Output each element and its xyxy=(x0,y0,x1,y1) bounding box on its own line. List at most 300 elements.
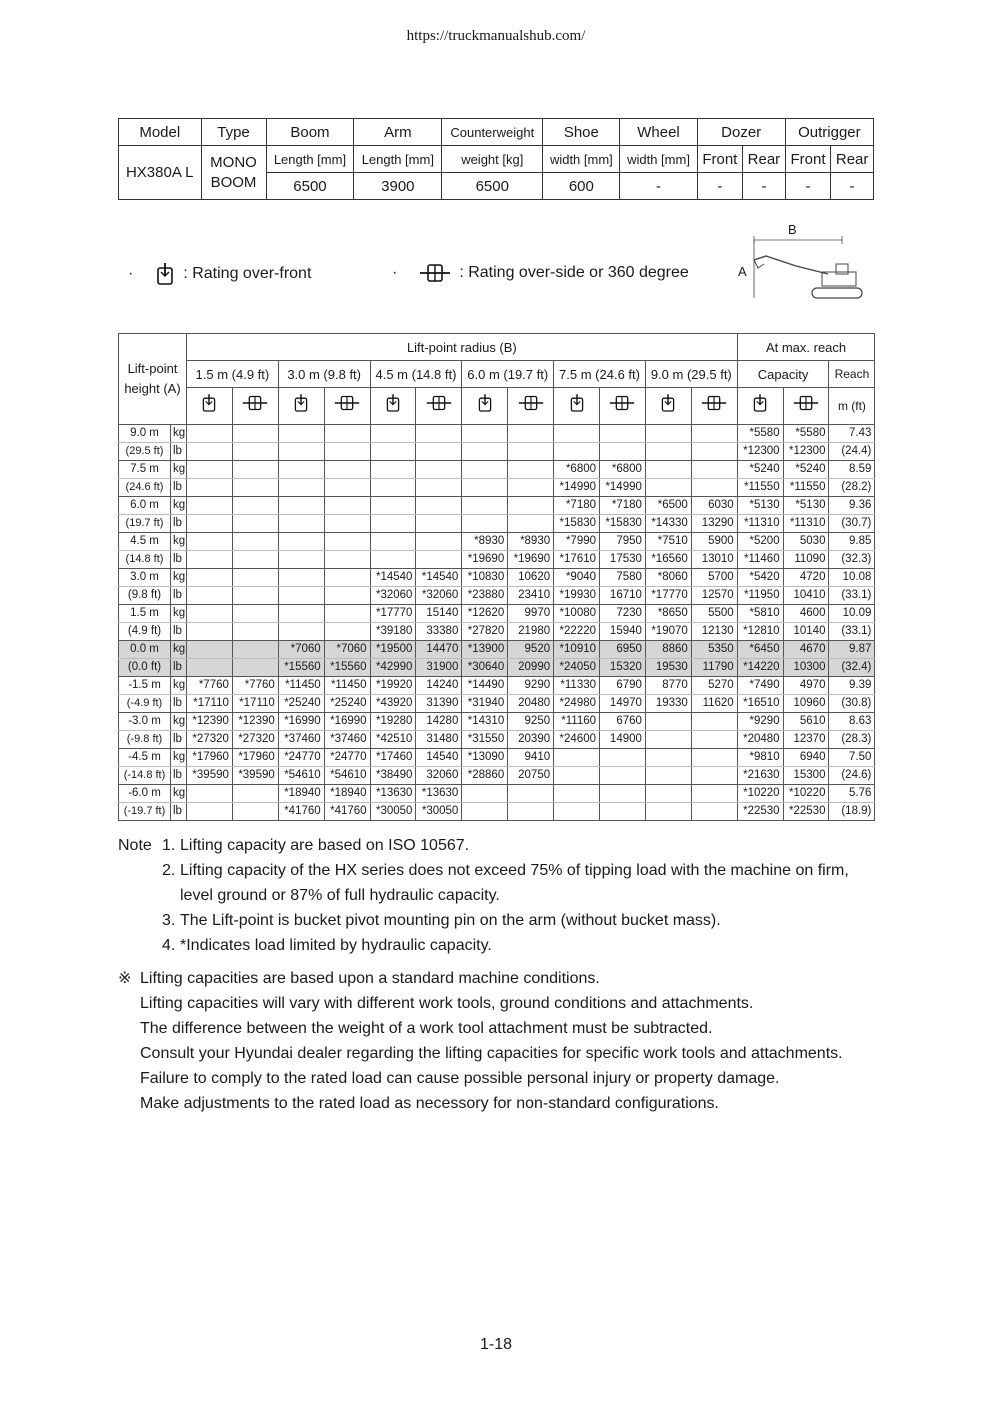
table-row xyxy=(119,425,875,443)
legend-bullet: · xyxy=(128,265,134,282)
capacity-cell xyxy=(278,623,324,641)
capacity-cell xyxy=(370,515,416,533)
caution-section xyxy=(118,966,876,1116)
capacity-cell xyxy=(232,551,278,569)
excavator-icon xyxy=(736,222,876,306)
capacity-cell: 9.85 xyxy=(829,533,875,551)
capacity-cell: 9410 xyxy=(508,749,554,767)
height-ft-cell: (9.8 ft) xyxy=(119,587,171,605)
capacity-cell xyxy=(691,749,737,767)
capacity-cell xyxy=(508,497,554,515)
capacity-cell: 15140 xyxy=(416,605,462,623)
capacity-cell xyxy=(187,443,233,461)
capacity-cell: 9520 xyxy=(508,641,554,659)
capacity-cell: 9.36 xyxy=(829,497,875,515)
capacity-cell xyxy=(187,587,233,605)
capacity-cell: 11620 xyxy=(691,695,737,713)
capacity-cell xyxy=(187,497,233,515)
capacity-cell: 20480 xyxy=(508,695,554,713)
capacity-cell: *38490 xyxy=(370,767,416,785)
unit-cell: kg xyxy=(171,713,187,731)
capacity-cell: *13090 xyxy=(462,749,508,767)
capacity-cell xyxy=(232,659,278,677)
capacity-cell xyxy=(508,461,554,479)
capacity-cell: 15940 xyxy=(600,623,646,641)
capacity-cell: 14900 xyxy=(600,731,646,749)
unit-cell: kg xyxy=(171,533,187,551)
radius-header: 3.0 m (9.8 ft) xyxy=(278,361,370,388)
capacity-cell: *14330 xyxy=(645,515,691,533)
spec-header-counterweight: Counterweight xyxy=(442,119,543,146)
page-number: 1-18 xyxy=(479,1336,513,1353)
unit-cell: lb xyxy=(171,767,187,785)
capacity-cell: 10960 xyxy=(783,695,829,713)
capacity-cell: *7760 xyxy=(232,677,278,695)
table-row xyxy=(119,659,875,677)
capacity-cell xyxy=(187,623,233,641)
capacity-cell: *14540 xyxy=(370,569,416,587)
capacity-cell xyxy=(462,803,508,821)
capacity-cell: *27820 xyxy=(462,623,508,641)
capacity-cell xyxy=(370,425,416,443)
capacity-cell xyxy=(232,623,278,641)
capacity-cell: 10.09 xyxy=(829,605,875,623)
capacity-cell: *39180 xyxy=(370,623,416,641)
capacity-cell xyxy=(645,767,691,785)
capacity-cell xyxy=(370,533,416,551)
reach-unit-cell xyxy=(829,388,875,425)
capacity-cell xyxy=(232,533,278,551)
capacity-cell: *10910 xyxy=(554,641,600,659)
capacity-cell: 15320 xyxy=(600,659,646,677)
unit-cell: kg xyxy=(171,425,187,443)
table-row xyxy=(119,497,875,515)
capacity-cell xyxy=(187,785,233,803)
capacity-cell: *5240 xyxy=(737,461,783,479)
table-row xyxy=(119,515,875,533)
capacity-cell: *14220 xyxy=(737,659,783,677)
unit-cell: kg xyxy=(171,461,187,479)
capacity-cell: *8930 xyxy=(462,533,508,551)
unit-cell: kg xyxy=(171,785,187,803)
capacity-cell xyxy=(462,479,508,497)
capacity-cell: *15830 xyxy=(554,515,600,533)
capacity-cell: *30050 xyxy=(416,803,462,821)
capacity-cell: *9290 xyxy=(737,713,783,731)
note-text: Lifting capacity are based on ISO 10567. xyxy=(180,837,470,854)
legend-bullet: · xyxy=(392,264,398,281)
capacity-cell xyxy=(232,479,278,497)
radius-header: 9.0 m (29.5 ft) xyxy=(645,361,737,388)
reach-header: Reach xyxy=(829,361,875,388)
capacity-cell: *11550 xyxy=(783,479,829,497)
spec-header-outrigger: Outrigger xyxy=(785,119,873,146)
capacity-cell: *17960 xyxy=(232,749,278,767)
capacity-cell: *25240 xyxy=(324,695,370,713)
capacity-cell: *12620 xyxy=(462,605,508,623)
capacity-cell: *8930 xyxy=(508,533,554,551)
over-side-icon xyxy=(691,388,737,425)
table-row xyxy=(119,785,875,803)
capacity-cell: 10140 xyxy=(783,623,829,641)
capacity-cell xyxy=(416,425,462,443)
capacity-cell: 10300 xyxy=(783,659,829,677)
unit-cell: kg xyxy=(171,677,187,695)
capacity-cell xyxy=(187,461,233,479)
capacity-cell: *6800 xyxy=(554,461,600,479)
capacity-cell: *5580 xyxy=(783,425,829,443)
capacity-cell xyxy=(187,659,233,677)
capacity-cell xyxy=(416,533,462,551)
table-row xyxy=(119,443,875,461)
capacity-cell: *12810 xyxy=(737,623,783,641)
notes-section xyxy=(118,833,878,958)
capacity-cell: *19280 xyxy=(370,713,416,731)
capacity-cell: 9250 xyxy=(508,713,554,731)
capacity-cell xyxy=(232,803,278,821)
capacity-cell xyxy=(416,479,462,497)
capacity-cell xyxy=(324,461,370,479)
capacity-cell: 5500 xyxy=(691,605,737,623)
height-ft-cell: (4.9 ft) xyxy=(119,623,171,641)
capacity-cell: *7760 xyxy=(187,677,233,695)
capacity-cell: *5130 xyxy=(783,497,829,515)
capacity-cell xyxy=(645,443,691,461)
unit-cell: lb xyxy=(171,443,187,461)
capacity-cell: *19690 xyxy=(508,551,554,569)
capacity-cell: *11950 xyxy=(737,587,783,605)
diagram-label-a: A xyxy=(738,264,747,279)
capacity-cell xyxy=(645,749,691,767)
capacity-cell: *11450 xyxy=(278,677,324,695)
capacity-cell: *37460 xyxy=(278,731,324,749)
table-row xyxy=(119,641,875,659)
spec-header-arm: Arm xyxy=(354,119,442,146)
capacity-cell: *14310 xyxy=(462,713,508,731)
table-row xyxy=(119,533,875,551)
capacity-cell: *13630 xyxy=(416,785,462,803)
capacity-cell xyxy=(554,803,600,821)
capacity-cell xyxy=(187,515,233,533)
capacity-cell xyxy=(645,425,691,443)
unit-cell: kg xyxy=(171,605,187,623)
capacity-cell: 14280 xyxy=(416,713,462,731)
capacity-cell: 15300 xyxy=(783,767,829,785)
capacity-cell: *8060 xyxy=(645,569,691,587)
capacity-cell: *11160 xyxy=(554,713,600,731)
capacity-cell: *17610 xyxy=(554,551,600,569)
capacity-cell: 4670 xyxy=(783,641,829,659)
capacity-cell xyxy=(600,785,646,803)
legend-side-label: : Rating over-side or 360 degree xyxy=(459,264,689,281)
capacity-cell: 7950 xyxy=(600,533,646,551)
capacity-cell: *17960 xyxy=(187,749,233,767)
height-ft-cell: (24.6 ft) xyxy=(119,479,171,497)
note-text: *Indicates load limited by hydraulic capacity. xyxy=(180,937,492,954)
capacity-cell: *28860 xyxy=(462,767,508,785)
capacity-cell: *31550 xyxy=(462,731,508,749)
capacity-header: Capacity xyxy=(737,361,829,388)
capacity-cell: *11310 xyxy=(783,515,829,533)
capacity-cell xyxy=(508,479,554,497)
capacity-cell: 20990 xyxy=(508,659,554,677)
capacity-cell: (24.4) xyxy=(829,443,875,461)
capacity-cell: 5030 xyxy=(783,533,829,551)
capacity-cell: 10410 xyxy=(783,587,829,605)
capacity-cell xyxy=(187,425,233,443)
note-number: 2. xyxy=(162,862,176,879)
height-ft-cell: (-19.7 ft) xyxy=(119,803,171,821)
capacity-cell xyxy=(691,425,737,443)
unit-cell: lb xyxy=(171,587,187,605)
over-side-icon xyxy=(232,388,278,425)
capacity-cell: *18940 xyxy=(324,785,370,803)
capacity-cell xyxy=(278,551,324,569)
capacity-cell: 5350 xyxy=(691,641,737,659)
capacity-cell: 5.76 xyxy=(829,785,875,803)
capacity-cell xyxy=(324,533,370,551)
max-reach-header: At max. reach xyxy=(737,334,875,361)
capacity-cell xyxy=(324,587,370,605)
capacity-cell: 11090 xyxy=(783,551,829,569)
capacity-cell xyxy=(645,713,691,731)
capacity-cell xyxy=(645,731,691,749)
height-m-cell: -4.5 m xyxy=(119,749,171,767)
capacity-cell: *54610 xyxy=(278,767,324,785)
spec-header-wheel: Wheel xyxy=(620,119,697,146)
capacity-cell: (32.4) xyxy=(829,659,875,677)
capacity-cell xyxy=(232,785,278,803)
capacity-cell xyxy=(554,767,600,785)
capacity-cell: *16560 xyxy=(645,551,691,569)
capacity-cell xyxy=(324,497,370,515)
unit-cell: lb xyxy=(171,515,187,533)
capacity-cell xyxy=(278,533,324,551)
capacity-cell: 19530 xyxy=(645,659,691,677)
capacity-cell xyxy=(232,587,278,605)
capacity-cell: 20750 xyxy=(508,767,554,785)
source-url[interactable]: https://truckmanualshub.com/ xyxy=(406,28,586,44)
table-row xyxy=(119,479,875,497)
capacity-cell xyxy=(324,443,370,461)
over-front-icon xyxy=(554,388,600,425)
capacity-cell: *31940 xyxy=(462,695,508,713)
capacity-cell xyxy=(232,461,278,479)
capacity-cell xyxy=(416,461,462,479)
capacity-cell: *24050 xyxy=(554,659,600,677)
capacity-cell: 21980 xyxy=(508,623,554,641)
capacity-cell: 6940 xyxy=(783,749,829,767)
capacity-cell xyxy=(232,497,278,515)
spec-dozer-rear-value: - xyxy=(743,173,786,200)
capacity-cell: 8770 xyxy=(645,677,691,695)
capacity-cell: *17110 xyxy=(187,695,233,713)
capacity-cell xyxy=(508,425,554,443)
capacity-cell xyxy=(324,623,370,641)
capacity-cell: *7180 xyxy=(554,497,600,515)
spec-outrigger-rear-label: Rear xyxy=(831,146,874,173)
capacity-cell xyxy=(370,497,416,515)
capacity-cell xyxy=(324,515,370,533)
legend-side xyxy=(392,262,689,284)
lifting-capacity-body xyxy=(119,425,875,821)
capacity-cell: *43920 xyxy=(370,695,416,713)
spec-outrigger-front-label: Front xyxy=(785,146,831,173)
capacity-cell: *14990 xyxy=(600,479,646,497)
over-side-icon xyxy=(783,388,829,425)
capacity-cell: *24770 xyxy=(324,749,370,767)
capacity-cell: 9.87 xyxy=(829,641,875,659)
capacity-cell: *15560 xyxy=(278,659,324,677)
spec-cw-unit: weight [kg] xyxy=(442,146,543,173)
capacity-cell: 8.59 xyxy=(829,461,875,479)
capacity-cell: 31480 xyxy=(416,731,462,749)
capacity-cell xyxy=(645,803,691,821)
capacity-cell: *6450 xyxy=(737,641,783,659)
capacity-cell: *12300 xyxy=(737,443,783,461)
height-ft-cell: (14.8 ft) xyxy=(119,551,171,569)
height-m-cell: 4.5 m xyxy=(119,533,171,551)
capacity-cell: *9040 xyxy=(554,569,600,587)
capacity-cell xyxy=(187,641,233,659)
capacity-cell: 14240 xyxy=(416,677,462,695)
capacity-cell: 19330 xyxy=(645,695,691,713)
diagram-label-b: B xyxy=(788,222,797,237)
capacity-cell: *16510 xyxy=(737,695,783,713)
capacity-cell: (28.3) xyxy=(829,731,875,749)
capacity-cell xyxy=(554,749,600,767)
capacity-cell: *12390 xyxy=(232,713,278,731)
capacity-cell: 7.50 xyxy=(829,749,875,767)
capacity-cell xyxy=(370,479,416,497)
capacity-cell: *30050 xyxy=(370,803,416,821)
capacity-cell: *37460 xyxy=(324,731,370,749)
unit-cell: lb xyxy=(171,623,187,641)
capacity-cell: 17530 xyxy=(600,551,646,569)
capacity-cell: 5610 xyxy=(783,713,829,731)
table-row xyxy=(119,749,875,767)
capacity-cell xyxy=(324,569,370,587)
spec-dozer-front-value: - xyxy=(697,173,743,200)
spec-boom-value: 6500 xyxy=(266,173,354,200)
capacity-cell: *13630 xyxy=(370,785,416,803)
capacity-cell: *13900 xyxy=(462,641,508,659)
capacity-cell: *10220 xyxy=(737,785,783,803)
capacity-cell: *11550 xyxy=(737,479,783,497)
capacity-cell xyxy=(416,551,462,569)
over-front-icon xyxy=(370,388,416,425)
spec-model-value: HX380A L xyxy=(119,146,202,200)
capacity-cell: *42990 xyxy=(370,659,416,677)
capacity-cell xyxy=(232,443,278,461)
capacity-cell: (18.9) xyxy=(829,803,875,821)
caution-line: The difference between the weight of a work tool attachment must be subtracted. xyxy=(140,1020,713,1037)
capacity-cell: (30.8) xyxy=(829,695,875,713)
capacity-cell: *32060 xyxy=(416,587,462,605)
spec-dozer-rear-label: Rear xyxy=(743,146,786,173)
capacity-cell xyxy=(370,461,416,479)
table-row xyxy=(119,461,875,479)
capacity-cell: *16990 xyxy=(278,713,324,731)
capacity-cell xyxy=(187,479,233,497)
spec-wheel-unit: width [mm] xyxy=(620,146,697,173)
table-row xyxy=(119,695,875,713)
over-front-icon xyxy=(737,388,783,425)
capacity-cell: *7180 xyxy=(600,497,646,515)
capacity-cell: *12390 xyxy=(187,713,233,731)
note-number: 1. xyxy=(162,837,176,854)
spec-header-model: Model xyxy=(119,119,202,146)
capacity-cell: 8.63 xyxy=(829,713,875,731)
spec-header-boom: Boom xyxy=(266,119,354,146)
capacity-cell xyxy=(232,641,278,659)
capacity-cell xyxy=(324,551,370,569)
capacity-cell: 6760 xyxy=(600,713,646,731)
rating-icon-row xyxy=(119,388,875,425)
capacity-cell: *11310 xyxy=(737,515,783,533)
capacity-cell xyxy=(370,443,416,461)
radius-header: 7.5 m (24.6 ft) xyxy=(554,361,646,388)
capacity-cell xyxy=(645,479,691,497)
capacity-cell: (32.3) xyxy=(829,551,875,569)
table-row xyxy=(119,623,875,641)
spec-wheel-value: - xyxy=(620,173,697,200)
capacity-cell xyxy=(278,497,324,515)
capacity-cell: *10830 xyxy=(462,569,508,587)
over-side-icon xyxy=(419,262,451,284)
capacity-cell: *19070 xyxy=(645,623,691,641)
height-m-cell: 6.0 m xyxy=(119,497,171,515)
capacity-cell: *14490 xyxy=(462,677,508,695)
capacity-cell: (28.2) xyxy=(829,479,875,497)
note-text: Lifting capacity of the HX series does not exceed 75% of tipping load with the machine on firm, level ground or 87% of full hydraulic capacity. xyxy=(180,862,849,904)
unit-cell: kg xyxy=(171,641,187,659)
spec-boom-unit: Length [mm] xyxy=(266,146,354,173)
table-row xyxy=(119,569,875,587)
capacity-cell: *7490 xyxy=(737,677,783,695)
capacity-cell xyxy=(691,803,737,821)
unit-cell: lb xyxy=(171,659,187,677)
capacity-cell: 16710 xyxy=(600,587,646,605)
capacity-cell xyxy=(691,461,737,479)
height-m-cell: 3.0 m xyxy=(119,569,171,587)
capacity-cell: 8860 xyxy=(645,641,691,659)
capacity-cell: *24600 xyxy=(554,731,600,749)
capacity-cell: *27320 xyxy=(232,731,278,749)
unit-cell: kg xyxy=(171,569,187,587)
capacity-cell xyxy=(232,605,278,623)
capacity-cell: *20480 xyxy=(737,731,783,749)
capacity-cell xyxy=(554,425,600,443)
over-side-icon xyxy=(324,388,370,425)
legend-front-label: : Rating over-front xyxy=(183,265,312,282)
over-side-icon xyxy=(508,388,554,425)
table-row xyxy=(119,731,875,749)
height-m-cell: 0.0 m xyxy=(119,641,171,659)
capacity-cell: *5810 xyxy=(737,605,783,623)
radius-header: 6.0 m (19.7 ft) xyxy=(462,361,554,388)
capacity-cell: *17770 xyxy=(370,605,416,623)
note-label: Note xyxy=(118,837,152,854)
capacity-cell: *12300 xyxy=(783,443,829,461)
capacity-cell: 14540 xyxy=(416,749,462,767)
unit-cell: lb xyxy=(171,551,187,569)
capacity-cell xyxy=(508,785,554,803)
spec-outrigger-rear-value: - xyxy=(831,173,874,200)
lift-point-radius-header: Lift-point radius (B) xyxy=(187,334,738,361)
capacity-cell xyxy=(600,749,646,767)
capacity-cell: *39590 xyxy=(232,767,278,785)
